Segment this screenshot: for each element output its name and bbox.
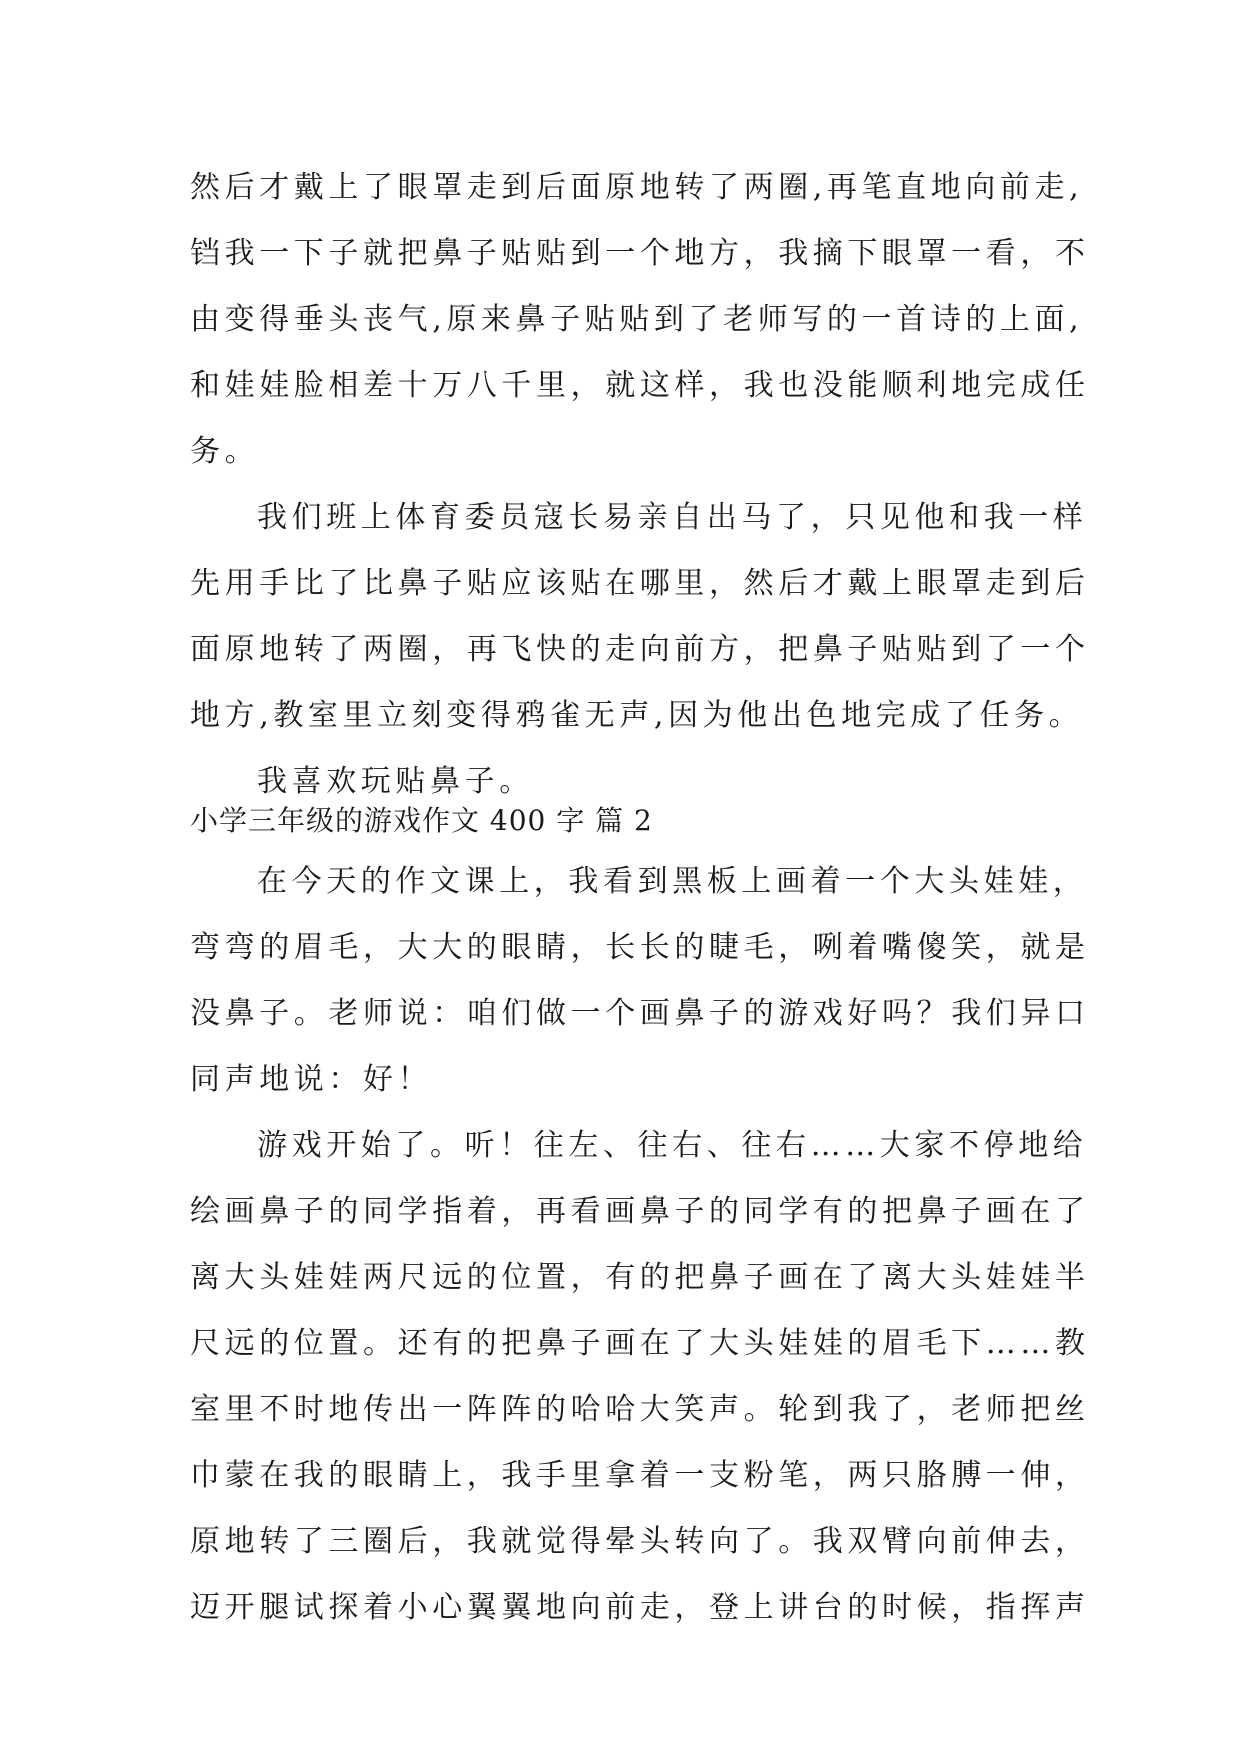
paragraph (190, 485, 1090, 749)
text-line: 绘画鼻子的同学指着，再看画鼻子的同学有的把鼻子画在了 (190, 1194, 1090, 1229)
essay-2-body (190, 849, 1090, 1641)
text-line: 原地转了三圈后，我就觉得晕头转向了。我双臂向前伸去， (190, 1524, 1090, 1559)
text-line: 在今天的作文课上，我看到黑板上画着一个大头娃娃， (257, 864, 1088, 899)
paragraph (190, 849, 1090, 1113)
text-line: 尺远的位置。还有的把鼻子画在了大头娃娃的眉毛下……教 (190, 1326, 1090, 1361)
text-line: 地方,教室里立刻变得鸦雀无声,因为他出色地完成了任务。 (190, 698, 1084, 733)
text-line: 同声地说：好！ (190, 1062, 433, 1097)
essay-1-body (190, 155, 1090, 815)
text-line: 没鼻子。老师说：咱们做一个画鼻子的游戏好吗？我们异口 (190, 996, 1090, 1031)
text-line: 我喜欢玩贴鼻子。 (257, 764, 534, 799)
text-line: 巾蒙在我的眼睛上，我手里拿着一支粉笔，两只胳膊一伸， (190, 1458, 1090, 1493)
text-line: 面原地转了两圈，再飞快的走向前方，把鼻子贴贴到了一个 (190, 632, 1090, 667)
text-line: 和娃娃脸相差十万八千里，就这样，我也没能顺利地完成任 (190, 368, 1090, 403)
paragraph (190, 1113, 1090, 1641)
paragraph (190, 155, 1090, 485)
text-line: 迈开腿试探着小心翼翼地向前走，登上讲台的时候，指挥声 (190, 1590, 1090, 1625)
essay-2-heading: 小学三年级的游戏作文 400 字 篇 2 (190, 804, 653, 837)
text-line: 游戏开始了。听！往左、往右、往右……大家不停地给 (257, 1128, 1088, 1163)
text-line: 离大头娃娃两尺远的位置，有的把鼻子画在了离大头娃娃半 (190, 1260, 1090, 1295)
text-line: 然后才戴上了眼罩走到后面原地转了两圈,再笔直地向前走, (190, 170, 1084, 205)
text-line: 铛我一下子就把鼻子贴贴到一个地方，我摘下眼罩一看，不 (190, 236, 1090, 271)
text-line: 务。 (190, 434, 260, 469)
text-line: 弯弯的眉毛，大大的眼睛，长长的睫毛，咧着嘴傻笑，就是 (190, 930, 1090, 965)
text-line: 室里不时地传出一阵阵的哈哈大笑声。轮到我了，老师把丝 (190, 1392, 1090, 1427)
text-line: 先用手比了比鼻子贴应该贴在哪里，然后才戴上眼罩走到后 (190, 566, 1090, 601)
text-line: 由变得垂头丧气,原来鼻子贴贴到了老师写的一首诗的上面, (190, 302, 1084, 337)
text-line: 我们班上体育委员寇长易亲自出马了，只见他和我一样 (257, 500, 1088, 535)
